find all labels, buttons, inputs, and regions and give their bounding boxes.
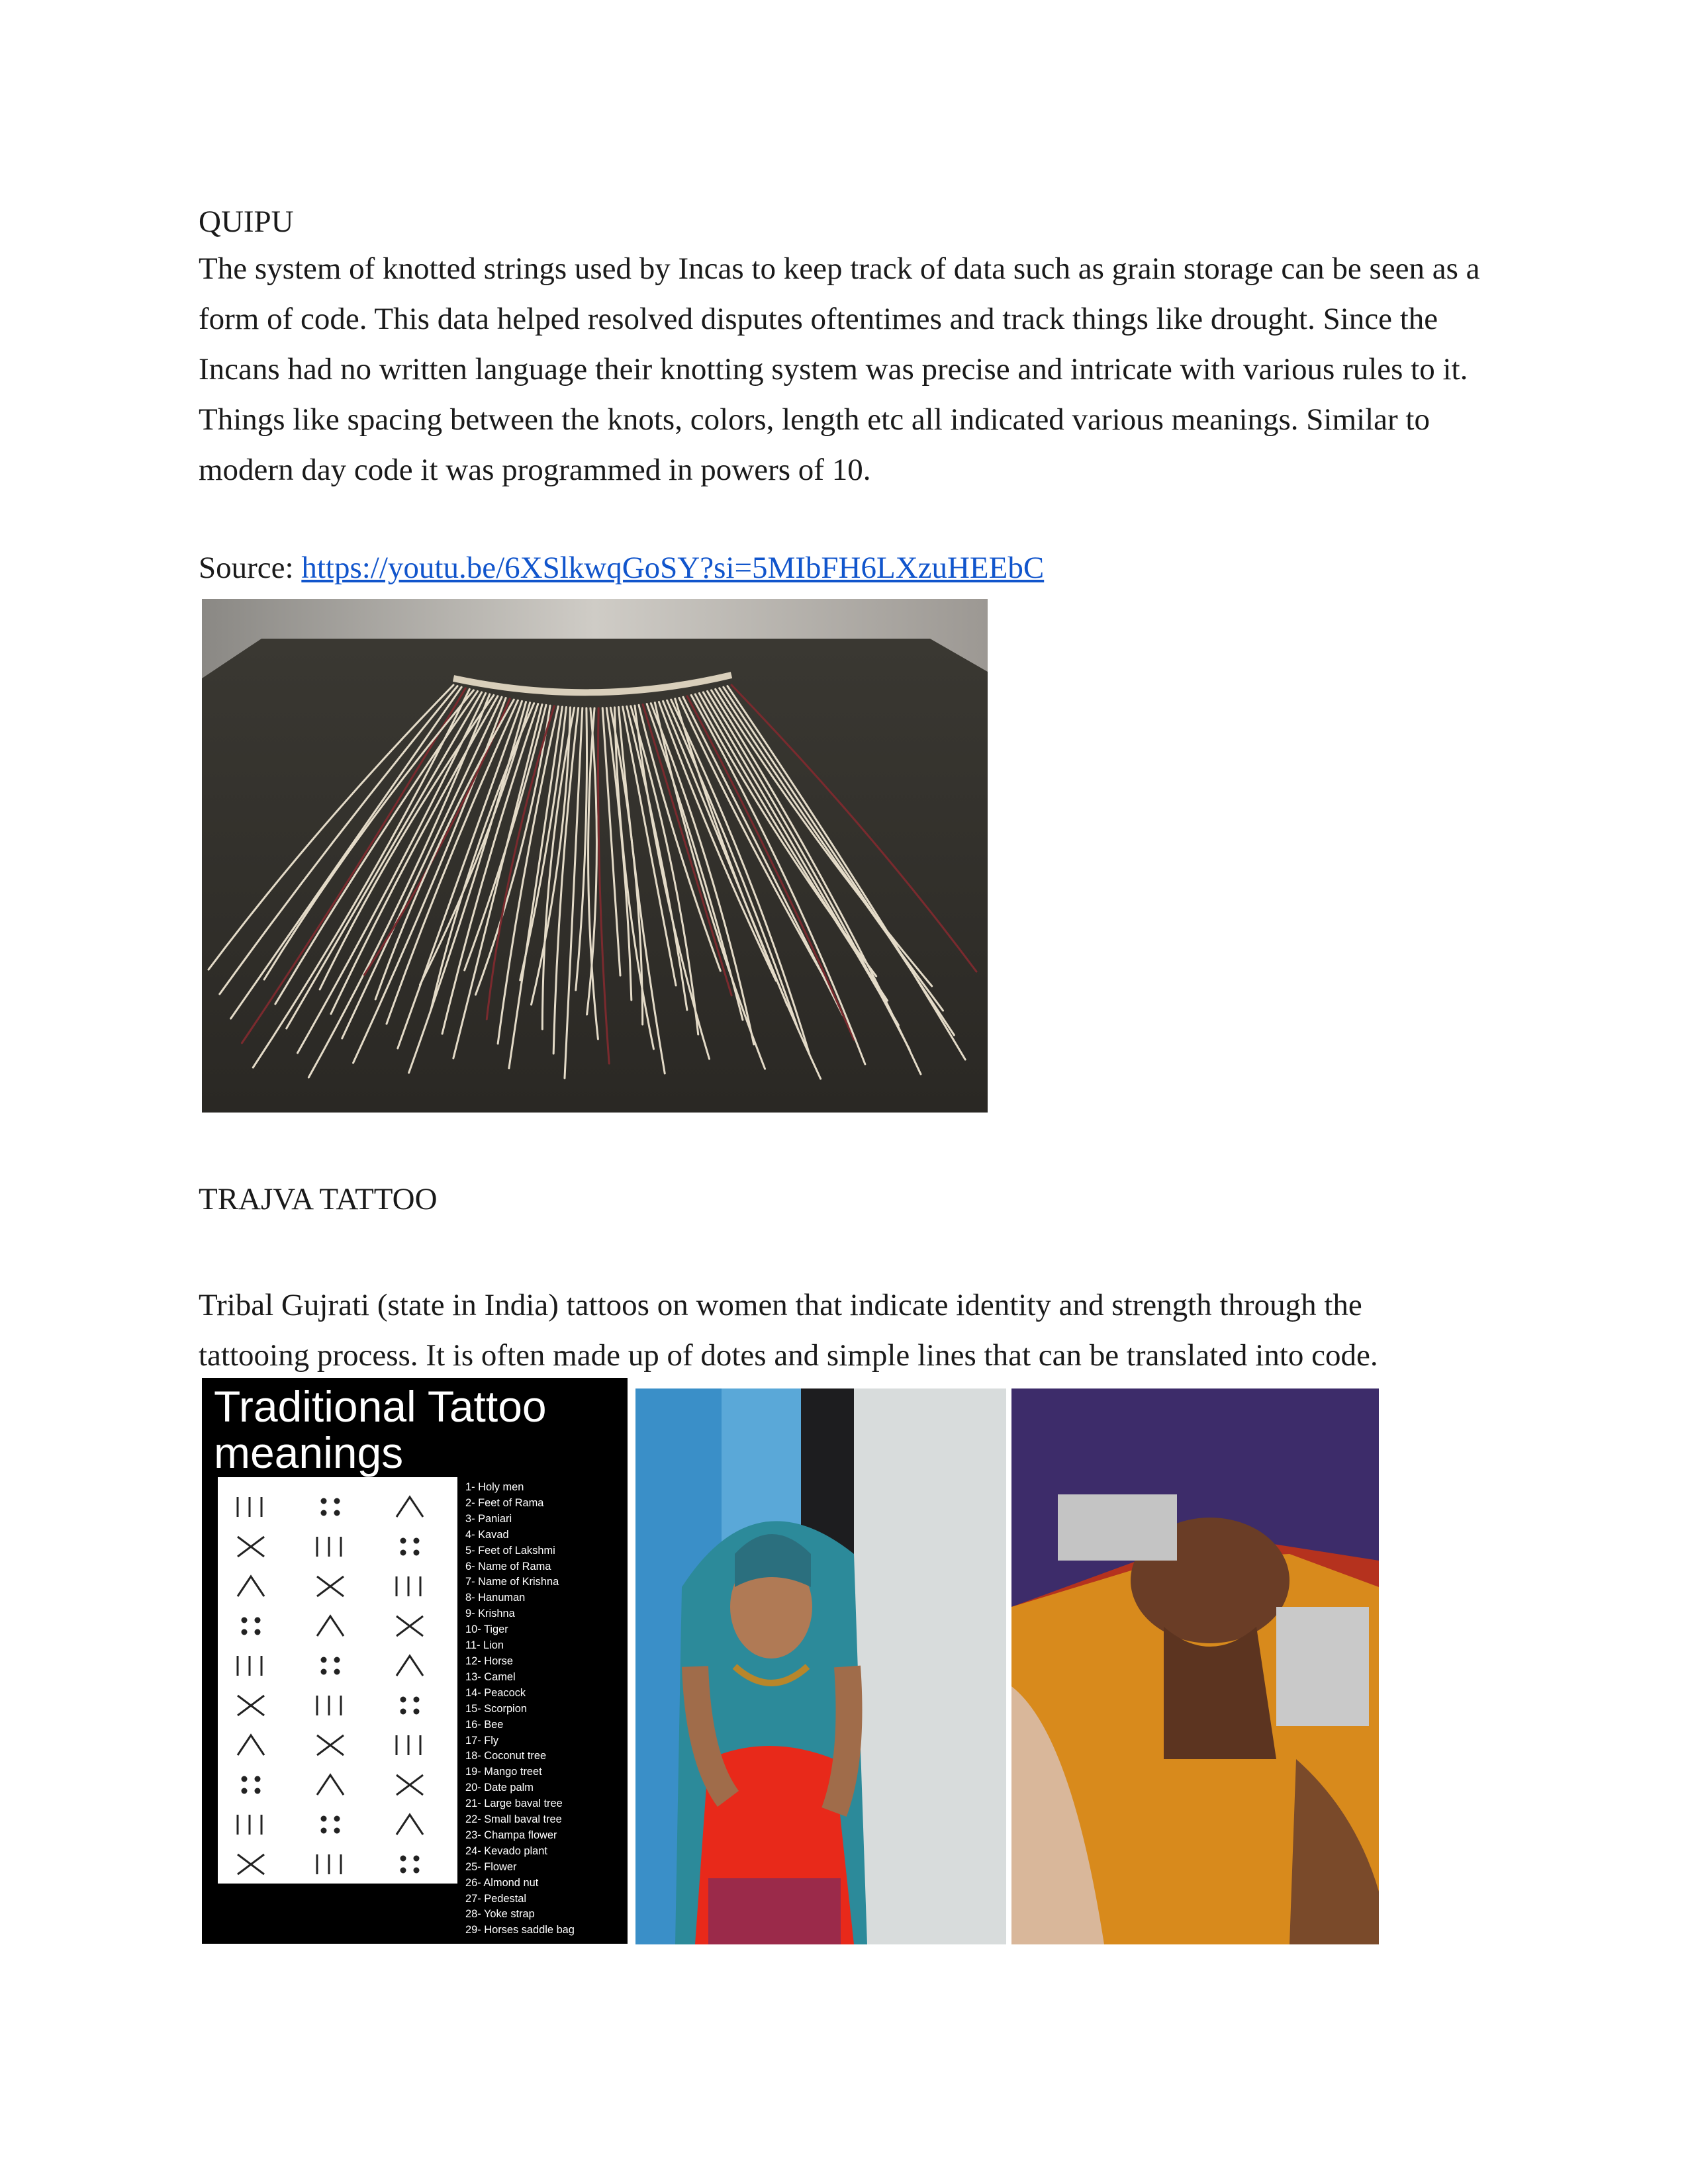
- legend-item: 9- Krishna: [465, 1608, 515, 1620]
- legend-item: 26- Almond nut: [465, 1876, 539, 1889]
- source-label: Source:: [199, 551, 302, 585]
- chart-title-line: meanings: [214, 1428, 404, 1477]
- source-link[interactable]: https://youtu.be/6XSlkwqGoSY?si=5MIbFH6LXzuHEEbC: [301, 551, 1045, 585]
- legend-item: 23- Champa flower: [465, 1829, 557, 1841]
- chart-title-line: Traditional Tattoo: [214, 1382, 547, 1431]
- tattoo-symbols-grid: [218, 1477, 457, 1884]
- paragraph-line: Incans had no written language their knotting system was precise and intricate with various rules to it.: [199, 352, 1468, 387]
- legend-item: 12- Horse: [465, 1655, 513, 1667]
- legend-item: 28- Yoke strap: [465, 1908, 535, 1921]
- legend-item: 22- Small baval tree: [465, 1813, 562, 1826]
- trajva-heading: TRAJVA TATTOO: [199, 1182, 438, 1216]
- tattoo-legend: [465, 1480, 575, 1938]
- legend-item: 3- Paniari: [465, 1512, 512, 1525]
- trajva-paragraph: [199, 1280, 1496, 1381]
- paragraph-line: form of code. This data helped resolved disputes oftentimes and track things like drought. Since the: [199, 302, 1438, 336]
- legend-item: 21- Large baval tree: [465, 1797, 563, 1810]
- tattoo-meanings-chart: [202, 1378, 628, 1944]
- legend-item: 16- Bee: [465, 1718, 504, 1731]
- legend-item: 14- Peacock: [465, 1686, 526, 1699]
- paragraph-line: The system of knotted strings used by Incas to keep track of data such as grain storage can be seen as a: [199, 251, 1480, 286]
- legend-item: 24- Kevado plant: [465, 1844, 547, 1857]
- legend-item: 2- Feet of Rama: [465, 1496, 544, 1509]
- legend-item: 19- Mango treet: [465, 1766, 542, 1778]
- quipu-photo: [202, 599, 988, 1113]
- quipu-heading: QUIPU: [199, 205, 294, 239]
- paragraph-line: modern day code it was programmed in powers of 10.: [199, 453, 871, 487]
- legend-item: 5- Feet of Lakshmi: [465, 1544, 555, 1557]
- legend-item: 29- Horses saddle bag: [465, 1924, 575, 1936]
- legend-item: 25- Flower: [465, 1860, 517, 1873]
- legend-item: 8- Hanuman: [465, 1592, 526, 1604]
- quipu-paragraph: [199, 244, 1496, 495]
- tattooed-woman-photo: [635, 1388, 1006, 1944]
- legend-item: 11- Lion: [465, 1639, 504, 1652]
- neck-tattooing-photo: [1011, 1388, 1379, 1944]
- legend-item: 20- Date palm: [465, 1782, 534, 1794]
- paragraph-line: tattooing process. It is often made up of dotes and simple lines that can be translated into code.: [199, 1338, 1378, 1373]
- paragraph-line: Tribal Gujrati (state in India) tattoos on women that indicate identity and strength through the: [199, 1288, 1362, 1322]
- legend-item: 10- Tiger: [465, 1623, 508, 1636]
- legend-item: 1- Holy men: [465, 1481, 524, 1493]
- legend-item: 6- Name of Rama: [465, 1560, 551, 1572]
- source-line: [199, 548, 1044, 588]
- paragraph-line: Things like spacing between the knots, colors, length etc all indicated various meanings. Similar to: [199, 402, 1430, 437]
- legend-item: 17- Fly: [465, 1734, 499, 1747]
- legend-item: 13- Camel: [465, 1670, 516, 1683]
- legend-item: 4- Kavad: [465, 1528, 509, 1541]
- legend-item: 7- Name of Krishna: [465, 1576, 559, 1588]
- legend-item: 18- Coconut tree: [465, 1750, 547, 1762]
- legend-item: 15- Scorpion: [465, 1702, 527, 1715]
- legend-item: 27- Pedestal: [465, 1892, 527, 1905]
- chart-title: [214, 1383, 547, 1476]
